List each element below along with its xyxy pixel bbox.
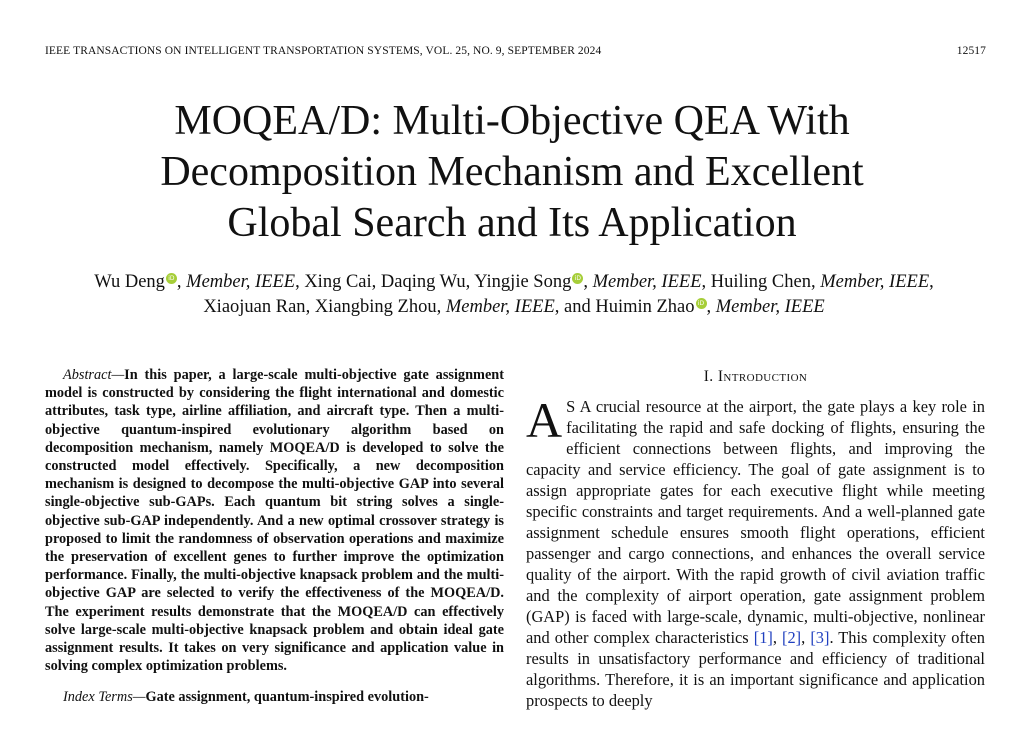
author-name: Daqing Wu: [380, 272, 466, 292]
author-name: Xing Cai: [304, 272, 372, 292]
author-role: Member, IEEE: [445, 296, 555, 317]
index-terms-label: Index Terms: [63, 689, 133, 706]
author-name: Wu Deng: [94, 272, 165, 292]
index-terms-text: Gate assignment, quantum-inspired evolution-: [145, 689, 429, 706]
author-name: Xiangbing Zhou: [314, 296, 437, 317]
introduction-column: [526, 366, 985, 711]
paper-title: [60, 96, 964, 249]
orcid-icon[interactable]: iD: [696, 298, 707, 309]
author-role: Member, IEEE: [592, 272, 702, 292]
title-line-1: MOQEA/D: Multi-Objective QEA With: [174, 98, 850, 144]
page-number: 12517: [956, 45, 986, 57]
drop-cap: A: [526, 392, 563, 448]
author-role: Member, IEEE: [715, 296, 825, 317]
title-line-3: Global Search and Its Application: [227, 200, 797, 246]
section-title: Introduction: [717, 368, 808, 385]
citation-link[interactable]: [1]: [753, 628, 773, 647]
index-terms: Index Terms—Gate assignment, quantum-inspired evolution-: [63, 689, 429, 706]
section-numeral: I.: [703, 368, 714, 385]
title-line-2: Decomposition Mechanism and Excellent: [160, 149, 864, 195]
abstract-label: Abstract: [63, 367, 112, 383]
journal-name: IEEE TRANSACTIONS ON INTELLIGENT TRANSPORTATION SYSTEMS, VOL. 25, NO. 9, SEPTEMBER 2024: [45, 45, 602, 57]
intro-paragraph: A S A crucial resource at the airport, the gate plays a key role in facilitating the rapid and safe docking of flights, ensuring the efficient connections between flights, and improving the capacity and service efficiency. The goal of gate assignment is to assign appropriate gates for each executive flight while meeting specific constraints and target requirements. And a well-planned gate assignment schedule ensures smooth flight operations, efficient passenger and cargo connections, and enhances the overall service quality of the airport. With the rapid growth of civil aviation traffic and the complexity of airport operation, gate assignment problem (GAP) is faced with large-scale, dynamic, multi-objective, nonlinear and other complex characteristics [1], [2], [3]. This complexity often results in unsatisfactory performance and efficiency of traditional algorithms. Therefore, it is an important significance and application prospects to deeply: [526, 392, 985, 710]
author-list: [40, 270, 988, 319]
intro-text-b: . This complexity often results in unsatisfactory performance and efficiency of traditional algorithms. Therefore, it is an important significance and application prospects to deeply: [526, 628, 985, 710]
author-name: Huiling Chen: [710, 272, 811, 292]
running-head: [45, 45, 986, 57]
abstract-column: [45, 366, 504, 707]
abstract-text: In this paper, a large-scale multi-objective gate assignment model is constructed by considering the flight international and domestic attributes, task type, airline affiliation, and aircraft type. Then a multi-objective quantum-inspired evolutionary algorithm based on decomposition mechanism, namely MOQEA/D is developed to solve the constructed model effectively. Specifically, a new decomposition mechanism is designed to decompose the multi-objective GAP into several single-objective sub-GAPs. Each quantum bit string solves a single-objective sub-GAP independently. And a new optimal crossover strategy is proposed to limit the randomness of observation operations and maximize the preservation of excellent genes to further improve the optimization performance. Finally, the multi-objective knapsack problem and the multi-objective GAP are selected to verify the effectiveness of the MOQEA/D. The experiment results demonstrate that the MOQEA/D can effectively solve large-scale multi-objective knapsack problem and obtain ideal gate assignment results. It takes on very significance and application value in solving complex optimization problems.: [45, 367, 504, 675]
abstract: Abstract—In this paper, a large-scale multi-objective gate assignment model is constructed by considering the flight international and domestic attributes, task type, airline affiliation, and aircraft type. Then a multi-objective quantum-inspired evolutionary algorithm based on decomposition mechanism, namely MOQEA/D is developed to solve the constructed model effectively. Specifically, a new decomposition mechanism is designed to decompose the multi-objective GAP into several single-objective sub-GAPs. Each quantum bit string solves a single-objective sub-GAP independently. And a new optimal crossover strategy is proposed to limit the randomness of observation operations and maximize the preservation of excellent genes to further improve the optimization performance. Finally, the multi-objective knapsack problem and the multi-objective GAP are selected to verify the effectiveness of the MOQEA/D. The experiment results demonstrate that the MOQEA/D can effectively solve large-scale multi-objective knapsack problem and obtain ideal gate assignment results. It takes on very significance and application value in solving complex optimization problems.: [45, 367, 504, 675]
intro-text-a: S A crucial resource at the airport, the gate plays a key role in facilitating the rapid and safe docking of flights, ensuring the efficient connections between flights, and improving the capacity and service efficiency. The goal of gate assignment is to assign appropriate gates for each executive flight while meeting specific constraints and target requirements. And a well-planned gate assignment schedule ensures smooth flight operations, efficient passenger and cargo connections, and enhances the overall service quality of the airport. With the rapid growth of civil aviation traffic and the complexity of airport operation, gate assignment problem (GAP) is faced with large-scale, dynamic, multi-objective, nonlinear and other complex characteristics: [526, 397, 985, 647]
citation-link[interactable]: [2]: [782, 628, 802, 647]
orcid-icon[interactable]: iD: [166, 273, 177, 284]
author-name: Huimin Zhao: [595, 296, 695, 317]
author-line-1: Wu Deng iD , Member, IEEE, Xing Cai, Daqing Wu, Yingjie Song iD , Member, IEEE, Huiling Chen, Member, IEEE,: [94, 272, 934, 292]
author-role: Member, IEEE: [186, 272, 296, 292]
author-line-2: Xiaojuan Ran, Xiangbing Zhou, Member, IEEE, and Huimin Zhao iD , Member, IEEE: [203, 296, 825, 317]
author-role: Member, IEEE: [820, 272, 930, 292]
orcid-icon[interactable]: iD: [572, 273, 583, 284]
section-heading: [526, 366, 985, 387]
citation-link[interactable]: [3]: [810, 628, 830, 647]
author-name: Xiaojuan Ran: [203, 296, 306, 317]
author-name: Yingjie Song: [474, 272, 572, 292]
